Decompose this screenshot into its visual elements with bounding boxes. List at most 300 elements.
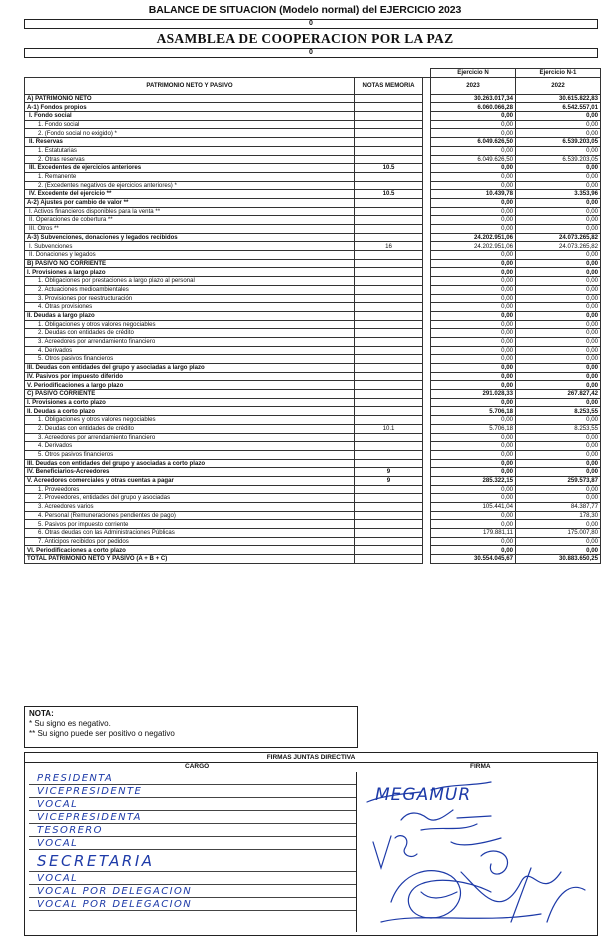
header-gap xyxy=(423,77,431,94)
row-label: A) PATRIMONIO NETO xyxy=(25,94,355,103)
col-header-2023: 2023 xyxy=(431,77,516,94)
row-value-2022: 0,00 xyxy=(516,337,601,346)
row-note xyxy=(355,433,423,442)
row-label: V. Periodificaciones a largo plazo xyxy=(25,381,355,390)
row-value-2022: 6.539.203,05 xyxy=(516,138,601,147)
row-gap xyxy=(423,259,431,268)
row-gap xyxy=(423,181,431,190)
row-label: 2. (Fondo social no exigido) * xyxy=(25,129,355,138)
row-label: C) PASIVO CORRIENTE xyxy=(25,390,355,399)
row-gap xyxy=(423,503,431,512)
row-note xyxy=(355,346,423,355)
row-value-2022: 3.353,96 xyxy=(516,190,601,199)
row-value-2022: 0,00 xyxy=(516,416,601,425)
table-row xyxy=(25,190,601,199)
row-label: A-3) Subvenciones, donaciones y legados recibidos xyxy=(25,233,355,242)
row-label: III. Otros ** xyxy=(25,225,355,234)
row-note xyxy=(355,94,423,103)
row-value-2023: 0,00 xyxy=(431,303,516,312)
row-gap xyxy=(423,251,431,260)
row-note xyxy=(355,329,423,338)
row-gap xyxy=(423,190,431,199)
row-note xyxy=(355,285,423,294)
row-label: A-1) Fondos propios xyxy=(25,103,355,112)
row-gap xyxy=(423,433,431,442)
row-value-2023: 0,00 xyxy=(431,459,516,468)
row-label: 4. Personal (Remuneraciones pendientes de pago) xyxy=(25,511,355,520)
table-row xyxy=(25,381,601,390)
row-gap xyxy=(423,485,431,494)
row-note xyxy=(355,372,423,381)
signatures-drawing xyxy=(361,772,595,932)
row-gap xyxy=(423,198,431,207)
row-value-2022: 0,00 xyxy=(516,207,601,216)
row-note: 9 xyxy=(355,476,423,485)
row-label: V. Acreedores comerciales y otras cuentas a pagar xyxy=(25,476,355,485)
row-note xyxy=(355,511,423,520)
row-label: 4. Derivados xyxy=(25,346,355,355)
row-label: 7. Anticipos recibidos por pedidos xyxy=(25,537,355,546)
row-note xyxy=(355,146,423,155)
row-gap xyxy=(423,164,431,173)
row-note xyxy=(355,172,423,181)
col-header-year-n: Ejercicio N xyxy=(431,69,516,78)
row-label: 3. Provisiones por reestructuración xyxy=(25,294,355,303)
row-gap xyxy=(423,277,431,286)
row-gap xyxy=(423,294,431,303)
row-label: II. Deudas a corto plazo xyxy=(25,407,355,416)
row-value-2023: 0,00 xyxy=(431,311,516,320)
row-value-2023: 0,00 xyxy=(431,520,516,529)
row-note xyxy=(355,233,423,242)
table-row xyxy=(25,459,601,468)
row-gap xyxy=(423,216,431,225)
table-row xyxy=(25,503,601,512)
row-note xyxy=(355,442,423,451)
row-label: 2. Otras reservas xyxy=(25,155,355,164)
row-value-2022: 0,00 xyxy=(516,120,601,129)
row-value-2022: 0,00 xyxy=(516,216,601,225)
row-note: 16 xyxy=(355,242,423,251)
row-label: 6. Otras deudas con las Administraciones Públicas xyxy=(25,529,355,538)
table-row xyxy=(25,529,601,538)
row-value-2022: 30.883.650,25 xyxy=(516,555,601,564)
row-label: II. Donaciones y legados xyxy=(25,251,355,260)
col-header-notes: NOTAS MEMORIA xyxy=(355,77,423,94)
row-label: II. Operaciones de cobertura ** xyxy=(25,216,355,225)
row-value-2022: 0,00 xyxy=(516,268,601,277)
row-value-2023: 5.706,18 xyxy=(431,424,516,433)
row-label: 2. Deudas con entidades de crédito xyxy=(25,424,355,433)
row-value-2023: 30.554.045,67 xyxy=(431,555,516,564)
cargo-entry: VOCAL xyxy=(29,872,356,885)
row-label: I. Activos financieros disponibles para la venta ** xyxy=(25,207,355,216)
row-gap xyxy=(423,337,431,346)
row-gap xyxy=(423,225,431,234)
table-row xyxy=(25,155,601,164)
cargo-entry: VICEPRESIDENTA xyxy=(29,811,356,824)
row-value-2022: 0,00 xyxy=(516,311,601,320)
row-label: A-2) Ajustes por cambio de valor ** xyxy=(25,198,355,207)
row-value-2022: 8.253,55 xyxy=(516,424,601,433)
table-row xyxy=(25,172,601,181)
row-gap xyxy=(423,364,431,373)
row-label: IV. Excedente del ejercicio ** xyxy=(25,190,355,199)
table-row xyxy=(25,416,601,425)
row-value-2023: 0,00 xyxy=(431,537,516,546)
organization-name: ASAMBLEA DE COOPERACION POR LA PAZ xyxy=(156,31,454,46)
row-value-2022: 0,00 xyxy=(516,450,601,459)
row-value-2023: 0,00 xyxy=(431,259,516,268)
signature-loop-1 xyxy=(391,871,491,918)
row-note xyxy=(355,303,423,312)
table-row xyxy=(25,120,601,129)
signature-stroke-2 xyxy=(401,810,491,820)
row-value-2023: 0,00 xyxy=(431,416,516,425)
row-value-2022: 178,30 xyxy=(516,511,601,520)
table-row xyxy=(25,390,601,399)
row-gap xyxy=(423,494,431,503)
row-label: I. Provisiones a largo plazo xyxy=(25,268,355,277)
signature-initials xyxy=(373,836,417,868)
row-label: I. Subvenciones xyxy=(25,242,355,251)
table-row xyxy=(25,433,601,442)
table-row xyxy=(25,485,601,494)
table-row xyxy=(25,520,601,529)
table-row xyxy=(25,346,601,355)
table-row xyxy=(25,207,601,216)
row-value-2023: 0,00 xyxy=(431,329,516,338)
row-value-2023: 0,00 xyxy=(431,346,516,355)
row-gap xyxy=(423,381,431,390)
balance-body xyxy=(25,94,601,563)
row-value-2023: 0,00 xyxy=(431,146,516,155)
row-label: B) PASIVO NO CORRIENTE xyxy=(25,259,355,268)
row-note xyxy=(355,503,423,512)
row-value-2022: 0,00 xyxy=(516,225,601,234)
row-note xyxy=(355,251,423,260)
row-value-2023: 6.060.066,28 xyxy=(431,103,516,112)
row-value-2022: 0,00 xyxy=(516,442,601,451)
row-value-2022: 0,00 xyxy=(516,146,601,155)
row-gap xyxy=(423,120,431,129)
row-value-2022: 0,00 xyxy=(516,364,601,373)
row-note xyxy=(355,320,423,329)
row-value-2023: 0,00 xyxy=(431,355,516,364)
row-value-2023: 0,00 xyxy=(431,129,516,138)
row-note: 9 xyxy=(355,468,423,477)
document-title: BALANCE DE SITUACION (Modelo normal) del EJERCICIO 2023 xyxy=(148,4,462,16)
row-value-2023: 0,00 xyxy=(431,433,516,442)
row-gap xyxy=(423,155,431,164)
row-note xyxy=(355,207,423,216)
table-row xyxy=(25,355,601,364)
cargo-entry: VOCAL POR DELEGACION xyxy=(29,885,356,898)
row-gap xyxy=(423,172,431,181)
table-row xyxy=(25,103,601,112)
header-spacer xyxy=(25,69,431,78)
row-label: 1. Proveedores xyxy=(25,485,355,494)
row-note xyxy=(355,138,423,147)
row-gap xyxy=(423,138,431,147)
row-value-2022: 0,00 xyxy=(516,181,601,190)
row-value-2023: 10.439,78 xyxy=(431,190,516,199)
row-label: 1. Remanente xyxy=(25,172,355,181)
row-value-2022: 0,00 xyxy=(516,329,601,338)
row-value-2022: 6.542.557,01 xyxy=(516,103,601,112)
row-value-2022: 175.007,80 xyxy=(516,529,601,538)
row-note xyxy=(355,216,423,225)
row-label: 4. Otras provisiones xyxy=(25,303,355,312)
balance-table xyxy=(24,68,601,564)
cargo-entry: VOCAL POR DELEGACION xyxy=(29,898,356,911)
row-gap xyxy=(423,537,431,546)
table-row xyxy=(25,407,601,416)
row-value-2023: 6.049.626,50 xyxy=(431,155,516,164)
firma-header: FIRMA xyxy=(470,763,491,770)
row-gap xyxy=(423,424,431,433)
row-value-2023: 0,00 xyxy=(431,268,516,277)
row-value-2022: 0,00 xyxy=(516,398,601,407)
row-value-2023: 291.028,33 xyxy=(431,390,516,399)
table-row xyxy=(25,476,601,485)
signature-loop-2 xyxy=(461,868,585,922)
row-value-2023: 0,00 xyxy=(431,216,516,225)
row-value-2023: 0,00 xyxy=(431,442,516,451)
row-label: 5. Pasivos por impuesto corriente xyxy=(25,520,355,529)
row-value-2023: 0,00 xyxy=(431,120,516,129)
row-gap xyxy=(423,468,431,477)
row-value-2023: 0,00 xyxy=(431,320,516,329)
table-row xyxy=(25,546,601,555)
row-label: II. Reservas xyxy=(25,138,355,147)
table-row xyxy=(25,164,601,173)
row-note xyxy=(355,520,423,529)
signature-loop-3 xyxy=(481,851,508,874)
row-label: IV. Pasivos por impuesto diferido xyxy=(25,372,355,381)
row-note xyxy=(355,364,423,373)
row-value-2023: 0,00 xyxy=(431,450,516,459)
row-label: IV. Beneficiarios-Acreedores xyxy=(25,468,355,477)
row-value-2023: 0,00 xyxy=(431,164,516,173)
row-note xyxy=(355,112,423,121)
row-label: 2. Deudas con entidades de crédito xyxy=(25,329,355,338)
table-row xyxy=(25,216,601,225)
row-gap xyxy=(423,520,431,529)
row-value-2022: 0,00 xyxy=(516,172,601,181)
row-gap xyxy=(423,146,431,155)
col-header-label: PATRIMONIO NETO Y PASIVO xyxy=(25,77,355,94)
table-row xyxy=(25,511,601,520)
row-value-2022: 24.073.265,82 xyxy=(516,233,601,242)
nota-box xyxy=(24,706,358,748)
cargo-header: CARGO xyxy=(185,763,210,770)
row-value-2023: 0,00 xyxy=(431,337,516,346)
row-label: III. Deudas con entidades del grupo y asociadas a corto plazo xyxy=(25,459,355,468)
row-gap xyxy=(423,242,431,251)
row-gap xyxy=(423,94,431,103)
row-note xyxy=(355,268,423,277)
row-value-2022: 0,00 xyxy=(516,485,601,494)
row-value-2023: 5.706,18 xyxy=(431,407,516,416)
row-value-2023: 0,00 xyxy=(431,285,516,294)
table-row xyxy=(25,303,601,312)
row-value-2022: 0,00 xyxy=(516,537,601,546)
row-value-2022: 0,00 xyxy=(516,355,601,364)
row-label: 5. Otros pasivos financieros xyxy=(25,355,355,364)
table-row xyxy=(25,129,601,138)
table-row xyxy=(25,537,601,546)
table-row xyxy=(25,320,601,329)
row-value-2022: 259.573,87 xyxy=(516,476,601,485)
row-label: II. Deudas a largo plazo xyxy=(25,311,355,320)
row-gap xyxy=(423,311,431,320)
row-value-2022: 84.387,77 xyxy=(516,503,601,512)
row-label: I. Fondo social xyxy=(25,112,355,121)
row-value-2023: 0,00 xyxy=(431,294,516,303)
row-note: 10.5 xyxy=(355,190,423,199)
table-row xyxy=(25,555,601,564)
row-gap xyxy=(423,346,431,355)
row-label: 1. Fondo social xyxy=(25,120,355,129)
table-row xyxy=(25,259,601,268)
table-row xyxy=(25,251,601,260)
row-label: 1. Obligaciones y otros valores negociables xyxy=(25,416,355,425)
row-gap xyxy=(423,329,431,338)
row-note: 10.5 xyxy=(355,164,423,173)
row-note xyxy=(355,311,423,320)
signature-area xyxy=(361,772,595,932)
row-note xyxy=(355,398,423,407)
col-header-year-n1: Ejercicio N-1 xyxy=(516,69,601,78)
row-gap xyxy=(423,103,431,112)
row-label: 2. Proveedores, entidades del grupo y asociadas xyxy=(25,494,355,503)
table-row xyxy=(25,442,601,451)
table-row xyxy=(25,311,601,320)
row-note xyxy=(355,485,423,494)
row-value-2023: 0,00 xyxy=(431,364,516,373)
col-header-2022: 2022 xyxy=(516,77,601,94)
row-note xyxy=(355,546,423,555)
row-note xyxy=(355,529,423,538)
row-value-2022: 24.073.265,82 xyxy=(516,242,601,251)
row-label: VI. Periodificaciones a corto plazo xyxy=(25,546,355,555)
table-row xyxy=(25,398,601,407)
table-row xyxy=(25,364,601,373)
row-value-2022: 0,00 xyxy=(516,468,601,477)
row-value-2023: 0,00 xyxy=(431,181,516,190)
row-value-2023: 6.049.626,50 xyxy=(431,138,516,147)
row-gap xyxy=(423,416,431,425)
row-value-2022: 30.615.822,83 xyxy=(516,94,601,103)
row-label: I. Provisiones a corto plazo xyxy=(25,398,355,407)
row-value-2023: 0,00 xyxy=(431,546,516,555)
signature-stroke-3 xyxy=(421,824,501,845)
row-gap xyxy=(423,268,431,277)
row-gap xyxy=(423,450,431,459)
row-gap xyxy=(423,459,431,468)
row-label: III. Deudas con entidades del grupo y asociadas a largo plazo xyxy=(25,364,355,373)
row-note xyxy=(355,155,423,164)
row-value-2023: 105.441,04 xyxy=(431,503,516,512)
row-value-2023: 0,00 xyxy=(431,198,516,207)
table-row xyxy=(25,94,601,103)
row-value-2022: 0,00 xyxy=(516,285,601,294)
row-note xyxy=(355,259,423,268)
table-row xyxy=(25,181,601,190)
row-value-2023: 0,00 xyxy=(431,112,516,121)
row-note xyxy=(355,181,423,190)
row-gap xyxy=(423,303,431,312)
row-gap xyxy=(423,355,431,364)
row-value-2022: 0,00 xyxy=(516,198,601,207)
row-value-2022: 0,00 xyxy=(516,433,601,442)
row-value-2023: 0,00 xyxy=(431,225,516,234)
row-note xyxy=(355,225,423,234)
firmas-column-heads xyxy=(25,763,599,772)
row-label: TOTAL PATRIMONIO NETO Y PASIVO (A + B + C) xyxy=(25,555,355,564)
cargo-entry: TESORERO xyxy=(29,824,356,837)
row-gap xyxy=(423,207,431,216)
row-gap xyxy=(423,233,431,242)
table-row xyxy=(25,337,601,346)
table-row xyxy=(25,277,601,286)
row-value-2023: 0,00 xyxy=(431,485,516,494)
row-value-2023: 0,00 xyxy=(431,468,516,477)
cargo-list xyxy=(29,772,357,932)
row-note xyxy=(355,294,423,303)
row-value-2022: 0,00 xyxy=(516,320,601,329)
row-gap xyxy=(423,398,431,407)
row-gap xyxy=(423,476,431,485)
table-row xyxy=(25,112,601,121)
row-value-2023: 0,00 xyxy=(431,372,516,381)
row-value-2023: 179.881,11 xyxy=(431,529,516,538)
row-value-2022: 0,00 xyxy=(516,520,601,529)
nota-line-negative: * Su signo es negativo. xyxy=(29,719,111,728)
row-value-2023: 24.202.951,06 xyxy=(431,242,516,251)
row-value-2022: 0,00 xyxy=(516,259,601,268)
row-note xyxy=(355,555,423,564)
row-note: 10.1 xyxy=(355,424,423,433)
table-row xyxy=(25,225,601,234)
table-row xyxy=(25,329,601,338)
row-label: 1. Obligaciones por prestaciones a largo plazo al personal xyxy=(25,277,355,286)
row-value-2022: 0,00 xyxy=(516,164,601,173)
row-value-2022: 8.253,55 xyxy=(516,407,601,416)
row-note xyxy=(355,198,423,207)
row-gap xyxy=(423,407,431,416)
row-note xyxy=(355,494,423,503)
row-value-2023: 0,00 xyxy=(431,381,516,390)
row-gap xyxy=(423,285,431,294)
row-gap xyxy=(423,442,431,451)
row-value-2022: 0,00 xyxy=(516,381,601,390)
row-gap xyxy=(423,546,431,555)
table-row xyxy=(25,268,601,277)
row-note xyxy=(355,103,423,112)
row-note xyxy=(355,407,423,416)
cargo-entry: VICEPRESIDENTE xyxy=(29,785,356,798)
row-label: 2. (Excedentes negativos de ejercicios anteriores) * xyxy=(25,181,355,190)
row-label: 3. Acreedores varios xyxy=(25,503,355,512)
row-value-2022: 0,00 xyxy=(516,129,601,138)
row-value-2022: 0,00 xyxy=(516,251,601,260)
table-row xyxy=(25,372,601,381)
firmas-section xyxy=(24,752,598,936)
row-value-2022: 0,00 xyxy=(516,372,601,381)
row-label: 3. Acreedores por arrendamiento financiero xyxy=(25,337,355,346)
